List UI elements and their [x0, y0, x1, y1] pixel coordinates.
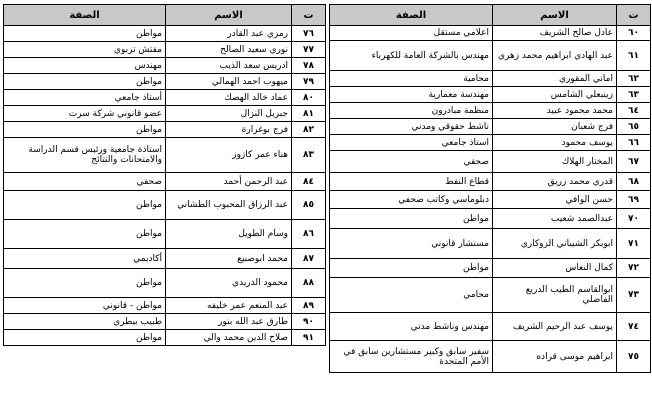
table-row: [4, 173, 326, 191]
row-description: طبيب بيطري: [4, 314, 166, 330]
header-name: الاسم: [493, 5, 617, 26]
row-description: مواطن: [330, 209, 493, 229]
row-number: ٨٩: [292, 298, 326, 314]
row-number: ٦٢: [617, 71, 651, 87]
row-name: عبد الرزاق المحبوب الطشاني: [166, 191, 292, 220]
row-description: دبلوماسي وكاتب صحفي: [330, 191, 493, 209]
row-number: ٨٥: [292, 191, 326, 220]
table-row: [330, 103, 651, 119]
row-name: ابراهيم موسى قراده: [493, 341, 617, 373]
row-description: استاذ جامعي: [330, 135, 493, 151]
table-row: [330, 26, 651, 41]
row-description: ناشط حقوقي ومدني: [330, 119, 493, 135]
left-table: [3, 4, 326, 346]
row-name: عادل صالح الشريف: [493, 26, 617, 41]
row-name: كمال النعاس: [493, 259, 617, 278]
row-name: عماد خالد الهصك: [166, 90, 292, 106]
row-name: محمد محمود عبيد: [493, 103, 617, 119]
table-row: [330, 229, 651, 259]
row-name: ابوبكر الشيباني الزوكاري: [493, 229, 617, 259]
table-row: [4, 249, 326, 269]
row-number: ٧٠: [617, 209, 651, 229]
row-name: فرج بوغرارة: [166, 122, 292, 138]
table-row: [4, 58, 326, 74]
row-description: مهندس وناشط مدني: [330, 313, 493, 341]
row-number: ٧٦: [292, 26, 326, 42]
row-description: استاذة جامعية ورئيس قسم الدراسة والامتحانات والنتائج: [4, 138, 166, 173]
row-name: ابوالقاسم الطيب الدريع الفاضلي: [493, 278, 617, 313]
header-num: ت: [292, 5, 326, 26]
row-name: المختار الهلاك: [493, 151, 617, 173]
row-description: أكاديمي: [4, 249, 166, 269]
row-number: ٦٥: [617, 119, 651, 135]
table-row: [4, 26, 326, 42]
row-description: مواطن - قانوني: [4, 298, 166, 314]
row-description: محامية: [330, 71, 493, 87]
row-description: أستاذ جامعي: [4, 90, 166, 106]
row-name: وسام الطويل: [166, 220, 292, 249]
row-number: ٨٨: [292, 269, 326, 298]
row-description: سفير سابق وكبير مستشارين سابق في الأمم المتحدة: [330, 341, 493, 373]
row-number: ٧٢: [617, 259, 651, 278]
header-row: [4, 5, 326, 26]
row-description: مهندسة معمارية: [330, 87, 493, 103]
row-name: قدري محمد زريق: [493, 173, 617, 191]
row-name: طارق عبد الله بنور: [166, 314, 292, 330]
row-number: ٧٤: [617, 313, 651, 341]
table-row: [330, 209, 651, 229]
row-description: مواطن: [4, 220, 166, 249]
row-number: ٧٣: [617, 278, 651, 313]
row-number: ٦٣: [617, 87, 651, 103]
row-description: صحفي: [330, 151, 493, 173]
row-name: نوري سعيد الصالح: [166, 42, 292, 58]
row-name: عبد الهادي ابراهيم محمد زهري: [493, 41, 617, 71]
row-description: مهندس بالشركة العامة للكهرباء: [330, 41, 493, 71]
table-row: [330, 41, 651, 71]
row-name: يوسف محمود: [493, 135, 617, 151]
table-row: [330, 119, 651, 135]
row-name: عبد الرحمن أحمد: [166, 173, 292, 191]
row-name: فرج شعبان: [493, 119, 617, 135]
row-name: ميهوب احمد الهمالي: [166, 74, 292, 90]
row-description: مواطن: [4, 269, 166, 298]
row-number: ٧٨: [292, 58, 326, 74]
row-number: ٨٠: [292, 90, 326, 106]
row-name: جبريل النزال: [166, 106, 292, 122]
row-description: مواطن: [4, 191, 166, 220]
table-row: [330, 313, 651, 341]
table-row: [330, 278, 651, 313]
table-row: [330, 71, 651, 87]
row-number: ٧٧: [292, 42, 326, 58]
row-number: ٦١: [617, 41, 651, 71]
row-number: ٨٢: [292, 122, 326, 138]
row-number: ٦٨: [617, 173, 651, 191]
table-row: [4, 138, 326, 173]
row-number: ٦٠: [617, 26, 651, 41]
table-row: [4, 106, 326, 122]
table-row: [330, 151, 651, 173]
row-description: مواطن: [330, 259, 493, 278]
row-number: ٨٣: [292, 138, 326, 173]
row-number: ٧١: [617, 229, 651, 259]
table-row: [4, 42, 326, 58]
table-row: [330, 173, 651, 191]
row-number: ٦٧: [617, 151, 651, 173]
row-number: ٩٠: [292, 314, 326, 330]
header-row: [330, 5, 651, 26]
row-number: ٨٦: [292, 220, 326, 249]
row-name: يوسف عبد الرحيم الشريف: [493, 313, 617, 341]
table-row: [4, 220, 326, 249]
row-description: مفتش تربوي: [4, 42, 166, 58]
row-name: صلاح الدين محمد والي: [166, 330, 292, 346]
header-desc: الصفة: [4, 5, 166, 26]
row-description: مواطن: [4, 26, 166, 42]
table-row: [4, 74, 326, 90]
row-name: هناء عمر كازوز: [166, 138, 292, 173]
table-row: [330, 191, 651, 209]
table-row: [4, 330, 326, 346]
table-row: [4, 191, 326, 220]
row-name: ادريس سعد الذيب: [166, 58, 292, 74]
row-name: اماني المقوري: [493, 71, 617, 87]
row-number: ٧٥: [617, 341, 651, 373]
row-description: عضو قانوني شركة سرت: [4, 106, 166, 122]
header-desc: الصفة: [330, 5, 493, 26]
row-description: مواطن: [4, 330, 166, 346]
row-number: ٦٤: [617, 103, 651, 119]
row-description: مهندس: [4, 58, 166, 74]
header-num: ت: [617, 5, 651, 26]
row-number: ٧٩: [292, 74, 326, 90]
right-table: [329, 4, 651, 373]
table-row: [330, 87, 651, 103]
table-row: [330, 341, 651, 373]
row-name: محمد ابوصبيع: [166, 249, 292, 269]
row-name: زينبعلي الشامس: [493, 87, 617, 103]
row-number: ٨٤: [292, 173, 326, 191]
row-number: ٦٦: [617, 135, 651, 151]
row-name: حسن الوافي: [493, 191, 617, 209]
row-description: قطاع النفط: [330, 173, 493, 191]
row-description: صحفي: [4, 173, 166, 191]
row-number: ٨٧: [292, 249, 326, 269]
row-name: عبدالصمد شعيب: [493, 209, 617, 229]
table-row: [4, 269, 326, 298]
table-row: [4, 90, 326, 106]
row-name: محمود الدريدي: [166, 269, 292, 298]
table-row: [330, 259, 651, 278]
header-name: الاسم: [166, 5, 292, 26]
row-name: رمزي عبد القادر: [166, 26, 292, 42]
row-number: ٨١: [292, 106, 326, 122]
row-number: ٩١: [292, 330, 326, 346]
row-name: عبد المنعم عمر خليفه: [166, 298, 292, 314]
row-description: مواطن: [4, 74, 166, 90]
table-row: [330, 135, 651, 151]
row-description: محامي: [330, 278, 493, 313]
row-description: اعلامي مستقل: [330, 26, 493, 41]
table-row: [4, 122, 326, 138]
table-row: [4, 298, 326, 314]
row-description: مواطن: [4, 122, 166, 138]
row-description: منظمة مبادرون: [330, 103, 493, 119]
row-description: مستشار قانوني: [330, 229, 493, 259]
table-row: [4, 314, 326, 330]
row-number: ٦٩: [617, 191, 651, 209]
